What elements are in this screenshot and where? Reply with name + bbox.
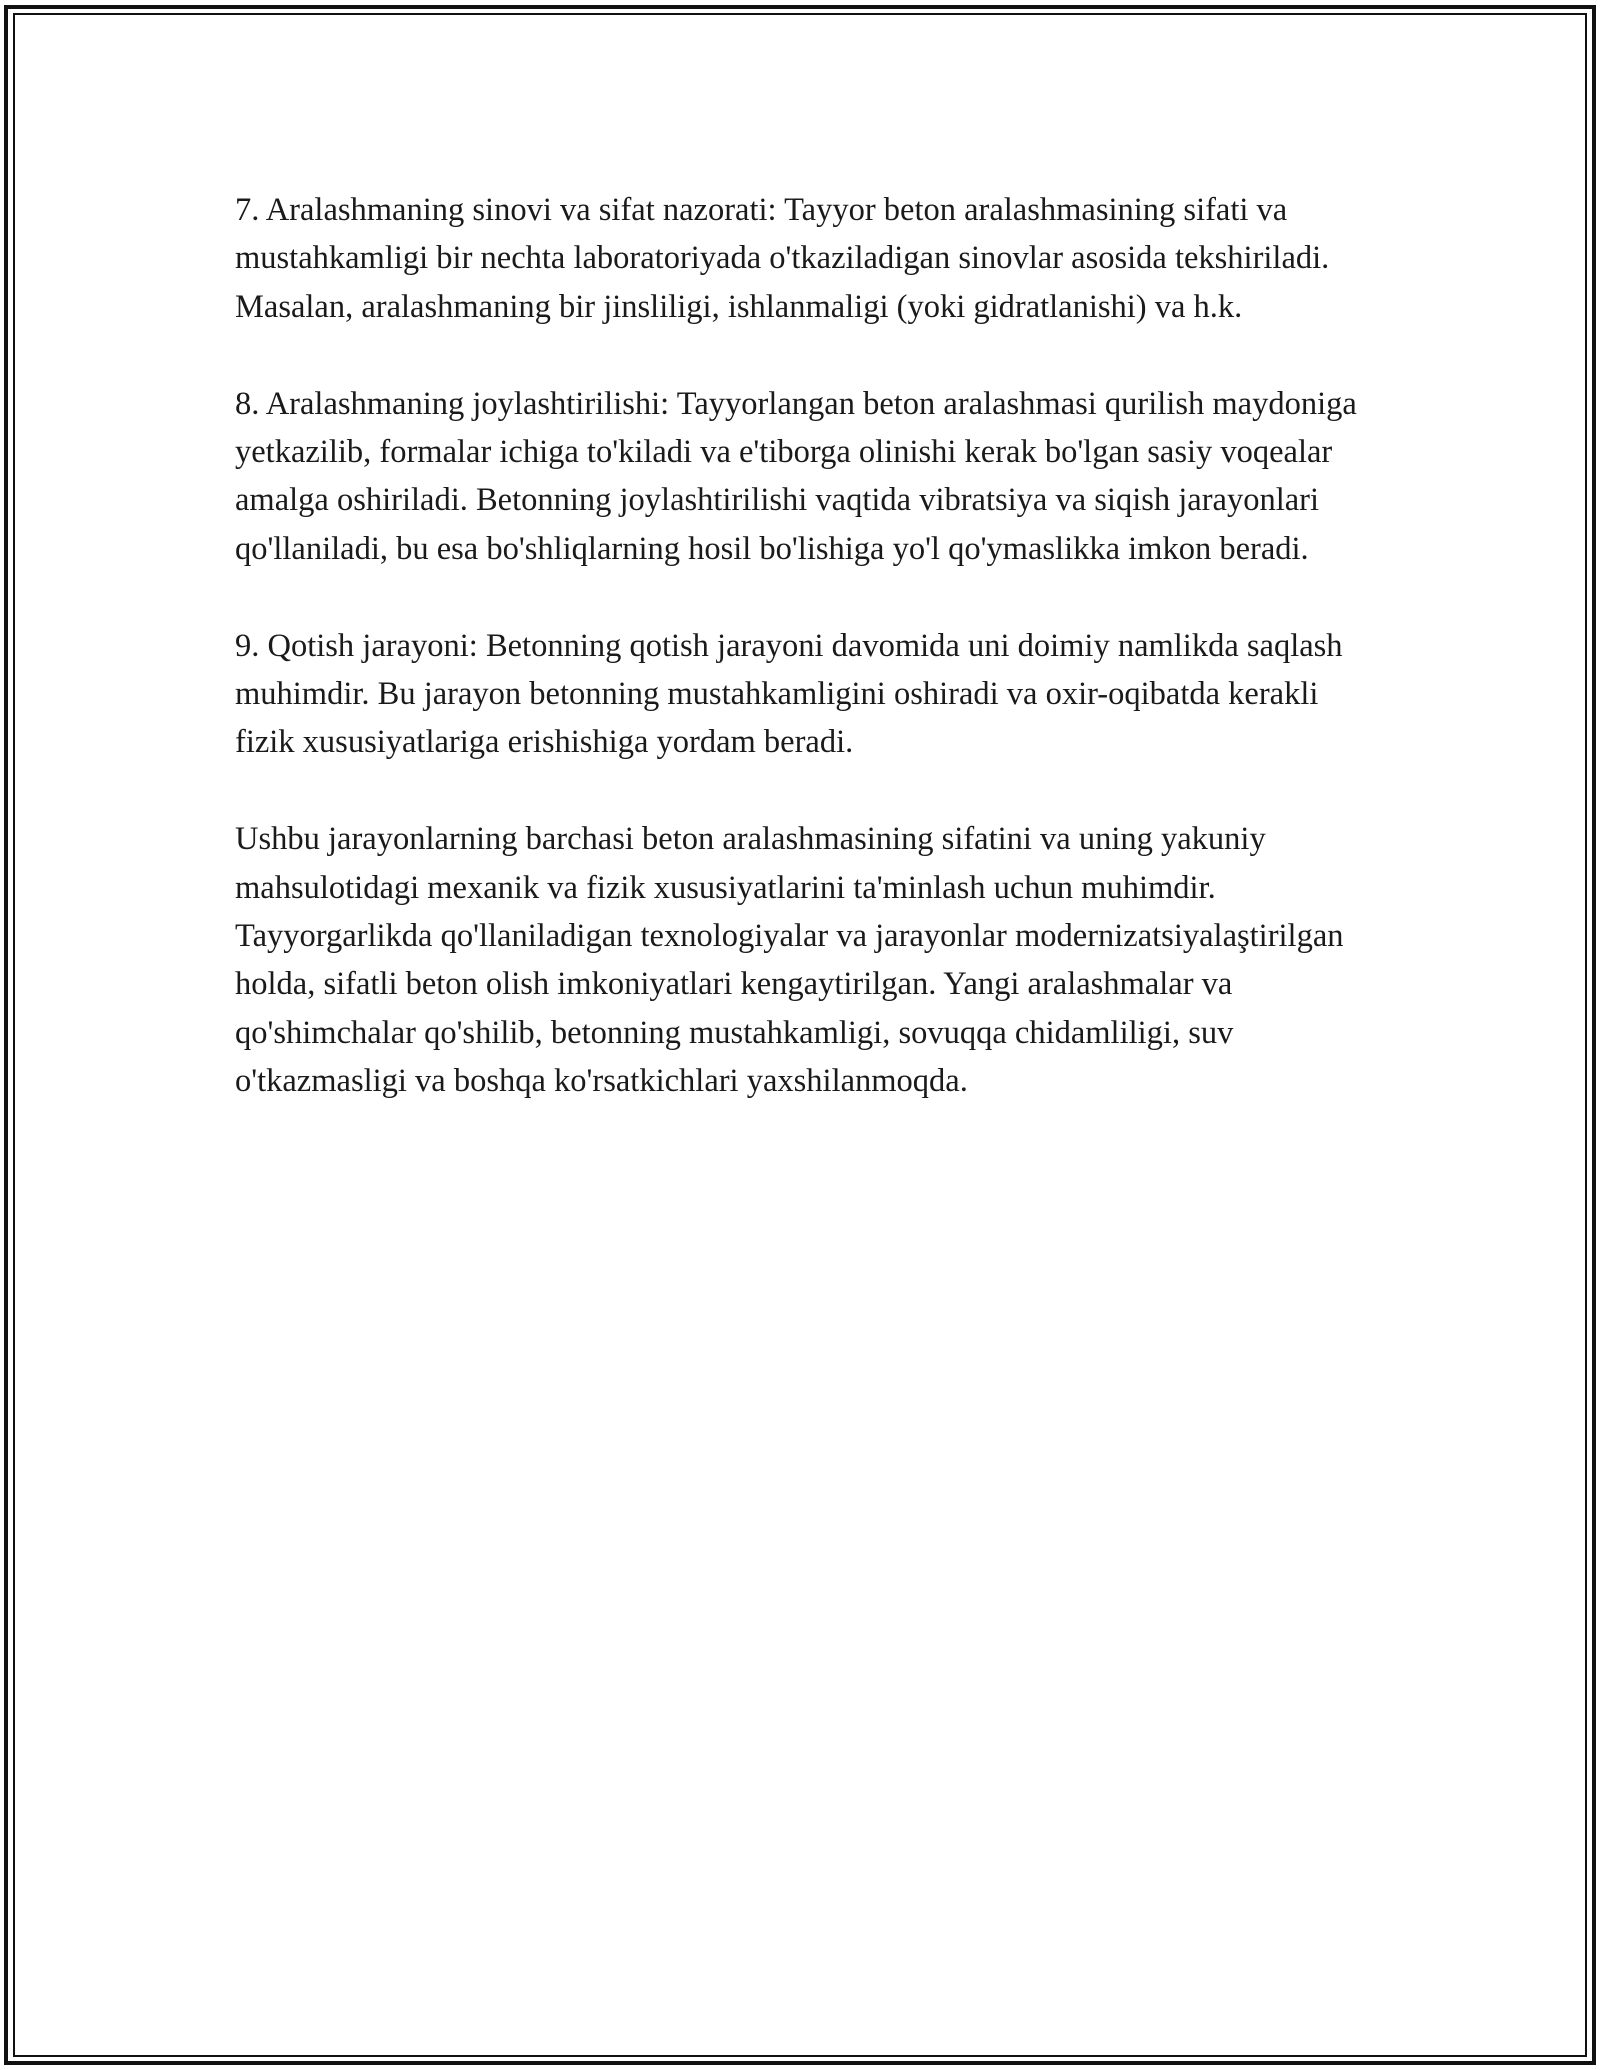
- paragraph-placement: 8. Aralashmaning joylashtirilishi: Tayyorlangan beton aralashmasi qurilish maydoniga yetkazilib, formalar ichiga to'kiladi va e'tiborga olinishi kerak bo'lgan sasiy voqealar amalga oshiriladi. Betonning joylashtirilishi vaqtida vibratsiya va siqish jarayonlari qo'llaniladi, bu esa bo'shliqlarning hosil bo'lishiga yo'l qo'ymaslikka imkon beradi.: [235, 385, 1357, 567]
- document-body: [235, 186, 1385, 1154]
- paragraph-curing: 9. Qotish jarayoni: Betonning qotish jarayoni davomida uni doimiy namlikda saqlash muhimdir. Bu jarayon betonning mustahkamligini oshiradi va oxir-oqibatda kerakli fizik xususiyatlariga erishishiga yordam beradi.: [235, 627, 1343, 761]
- paragraph-summary: Ushbu jarayonlarning barchasi beton aralashmasining sifatini va uning yakuniy mahsulotidagi mexanik va fizik xususiyatlarini ta'minlash uchun muhimdir. Tayyorgarlikda qo'llaniladigan texnologiyalar va jarayonlar modernizatsiyalaştirilgan holda, sifatli beton olish imkoniyatlari kengaytirilgan. Yangi aralashmalar va qo'shimchalar qo'shilib, betonning mustahkamligi, sovuqqa chidamliligi, suv o'tkazmasligi va boshqa ko'rsatkichlari yaxshilanmoqda.: [235, 821, 1344, 1100]
- paragraph-quality-control: 7. Aralashmaning sinovi va sifat nazorati: Tayyor beton aralashmasining sifati va mustahkamligi bir nechta laboratoriyada o'tkaziladigan sinovlar asosida tekshiriladi. Masalan, aralashmaning bir jinsliligi, ishlanmaligi (yoki gidratlanishi) va h.k.: [235, 192, 1330, 325]
